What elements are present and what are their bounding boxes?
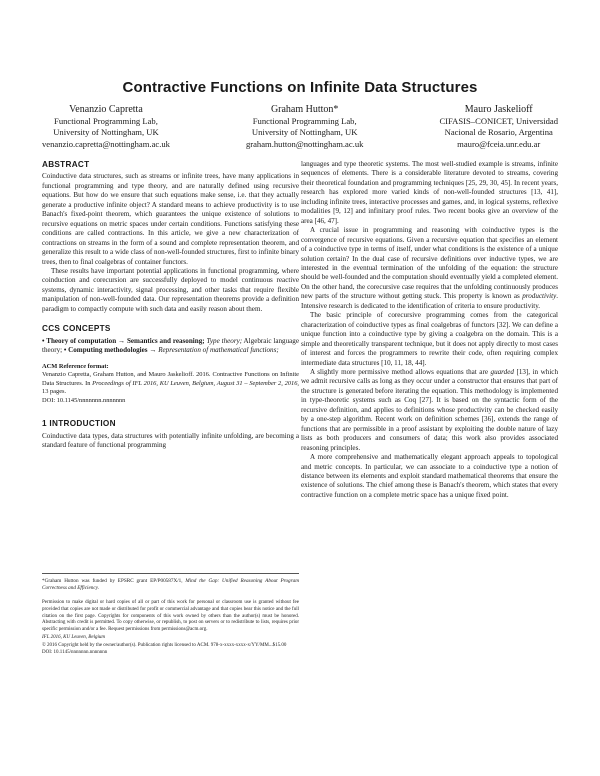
body-paragraph xyxy=(301,368,558,453)
acm-reference xyxy=(42,371,299,397)
author-email: venanzio.capretta@nottingham.ac.uk xyxy=(42,138,170,149)
author-email: graham.hutton@nottingham.ac.uk xyxy=(245,138,364,149)
copyright-text: © 2016 Copyright held by the owner/author(s). Publication rights licensed to ACM. 978-x-xxxx-xxxx-x/YY/MM...$15.00 xyxy=(42,642,287,648)
author-name: Graham Hutton* xyxy=(270,104,339,115)
acm-reference-text: Venanzio Capretta, Graham Hutton, and Mauro Jaskelioff. 2016. Contractive Functions on Infinite Data Structures. In xyxy=(42,371,299,387)
author-block xyxy=(42,104,558,150)
acm-reference-text: 13 pages. xyxy=(42,388,67,396)
footnote xyxy=(42,573,299,592)
author-affiliation: Functional Programming Lab, xyxy=(252,116,357,126)
body-emphasis: productivity xyxy=(522,292,557,301)
author-affiliation: University of Nottingham, UK xyxy=(53,127,159,138)
ccs-concepts xyxy=(42,337,299,356)
ccs-heading: CCS CONCEPTS xyxy=(42,324,111,334)
body-text: [13], in which we admit recursive calls as long as they occur under a constructor that ensures that part of the structure is generated before iterating the equation. This methodology is implemented in type-theoretic systems such as Coq [27]. It is based on the syntactic form of the recursive definition, and applies to definitions whose productivity can be checked easily by a one-step algorithm. Recent work on definition schemes [36], extends the range of functions that are permissible in a proof assistant by exploiting the double nature of lazy lists as both producers and consumers of data; this work also provides associated reasoning principles. xyxy=(301,367,558,452)
body-text: A slightly more permissive method allows equations that are xyxy=(310,367,491,376)
abstract-paragraph: Coinductive data structures, such as streams or infinite trees, have many applications in functional programming and type theory, and are naturally defined using recursive equations. But how do we ensure that such equations make sense, i.e. that they actually generate a productive infinite object? A standard means to achieve productivity is to use Banach's fixed-point theorem, which guarantees the unique existence of solutions to recursive equations on metric spaces under certain conditions. Functions satisfying these conditions are called contractions. In this article, we give a new characterization of contractions on streams in the form of a sound and complete representation theorem, and generalize this result to a wide class of non-well-founded structures, first to infinite binary trees, then to final coalgebras of container functors. xyxy=(42,172,299,266)
permission-doi: DOI: 10.1145/nnnnnnn.nnnnnnn xyxy=(42,650,108,656)
right-column xyxy=(301,160,558,500)
author-hutton xyxy=(246,104,363,150)
paper-title: Contractive Functions on Infinite Data Structures xyxy=(122,79,478,96)
ccs-term: • Computing methodologies xyxy=(62,346,148,355)
author-email: mauro@fceia.unr.edu.ar xyxy=(457,138,541,149)
abstract-paragraph: These results have important potential applications in functional programming, where coinduction and corecursion are successfully deployed to model continuous reactive systems, dynamic interactivity, signal processing, and other tasks that require flexible manipulation of non-well-founded data. Our representation theorems provide a definition paradigm to compactly compute with such data and easily reason about them. xyxy=(42,266,299,313)
body-text: . Intensive research is dedicated to the identification of criteria to ensure productivity. xyxy=(301,292,558,310)
body-text: A crucial issue in programming and reasoning with coinductive types is the convergence of recursive equations. Given a recursive equation that specifies an element of a coinductive type in terms of itself, under what conditions is the existence of a unique solution certain? In the dual case of recursive definitions over inductive types, we are interested in the eventual termination of the unfolding of the equation: the structure should be well-founded and the computation should eventually yield a completed element. On the other hand, the corecursive case requires that the unfolding continuously produces new parts of the structure without getting stuck. This property is known as xyxy=(301,226,558,301)
author-affiliation: Nacional de Rosario, Argentina xyxy=(444,127,553,138)
body-emphasis: guarded xyxy=(490,367,514,376)
author-affiliation: Functional Programming Lab, xyxy=(54,116,158,126)
author-jaskelioff xyxy=(439,104,558,150)
acm-reference-doi: DOI: 10.1145/nnnnnnn.nnnnnnn xyxy=(42,396,126,404)
footnote-text: *Graham Hutton was funded by EPSRC grant EP/P00587X/1, xyxy=(42,578,186,584)
intro-paragraph: Coinductive data types, data structures with potentially infinite unfolding, are becoming a standard feature of functional programming xyxy=(42,431,299,450)
permission-venue: IFL 2016, KU Leuven, Belgium xyxy=(42,634,105,640)
ccs-term: Type theory; xyxy=(204,336,243,345)
ccs-term: Algebraic language theory; xyxy=(42,336,299,355)
ccs-term: → Representation of mathematical functions; xyxy=(149,346,279,355)
body-paragraph: The basic principle of corecursive programming comes from the categorical characterization of coinductive types as final coalgebras of functors [32]. We can define a unique function into a coinductive type by giving a coalgebra on the domain. This is a simple and theoretically transparent technique, but it does not apply directly to most cases of interest and forces the programmers to rewrite their code, often requiring complex intermediate data structures [10, 11, 18, 44]. xyxy=(301,311,558,367)
left-column xyxy=(42,160,299,451)
acm-reference-heading: ACM Reference format: xyxy=(42,362,109,370)
author-affiliation: University of Nottingham, UK xyxy=(251,127,358,138)
body-paragraph: languages and type theoretic systems. The most well-studied example is streams, infinite sequences of elements. There is a considerable literature devoted to streams, covering their theoretical foundation and programming techniques [25, 29, 30, 45]. In recent years, research has explored more varied kinds of non-well-founded structures [13, 41], including infinite trees, interactive processes and games, and, in logical systems, reflexive modalities [9, 12] and infinitary proof rules. Two recent books give an overview of the area [46, 47]. xyxy=(301,160,558,225)
body-paragraph: A more comprehensive and mathematically elegant approach appeals to topological and metric concepts. In particular, we can associate to a coinductive type a notion of distance between its elements and exploit standard mathematical theorems that ensure the existence of solutions. The chief among these is Banach's theorem, which states that every contractive function on a complete metric space has a unique fixed point. xyxy=(301,453,558,499)
permission-text: Permission to make digital or hard copies of all or part of this work for personal or classroom use is granted without fee provided that copies are not made or distributed for profit or commercial advantage and that copies bear this notice and the full citation on the first page. Copyrights for components of this work owned by others than the author(s) must be honored. Abstracting with credit is permitted. To copy otherwise, or republish, to post on servers or to redistribute to lists, requires prior specific permission and/or a fee. Request permissions from permissions@acm.org. xyxy=(42,600,299,632)
footnote-grant-title: Mind the Gap: Unified Reasoning About Program Correctness and Efficiency. xyxy=(42,578,299,591)
author-name: Venanzio Capretta xyxy=(69,104,143,115)
author-capretta xyxy=(42,104,170,150)
permission-block xyxy=(42,600,299,658)
author-name: Mauro Jaskelioff xyxy=(464,104,533,115)
abstract-heading: ABSTRACT xyxy=(42,160,90,169)
author-affiliation: CIFASIS–CONICET, Universidad xyxy=(439,116,558,126)
introduction-heading: 1 INTRODUCTION xyxy=(42,419,116,429)
acm-reference-venue: Proceedings of IFL 2016, KU Leuven, Belgium, August 31 – September 2, 2016, xyxy=(92,379,299,387)
ccs-term: • Theory of computation → Semantics and reasoning; xyxy=(42,336,205,345)
body-paragraph xyxy=(301,226,558,311)
